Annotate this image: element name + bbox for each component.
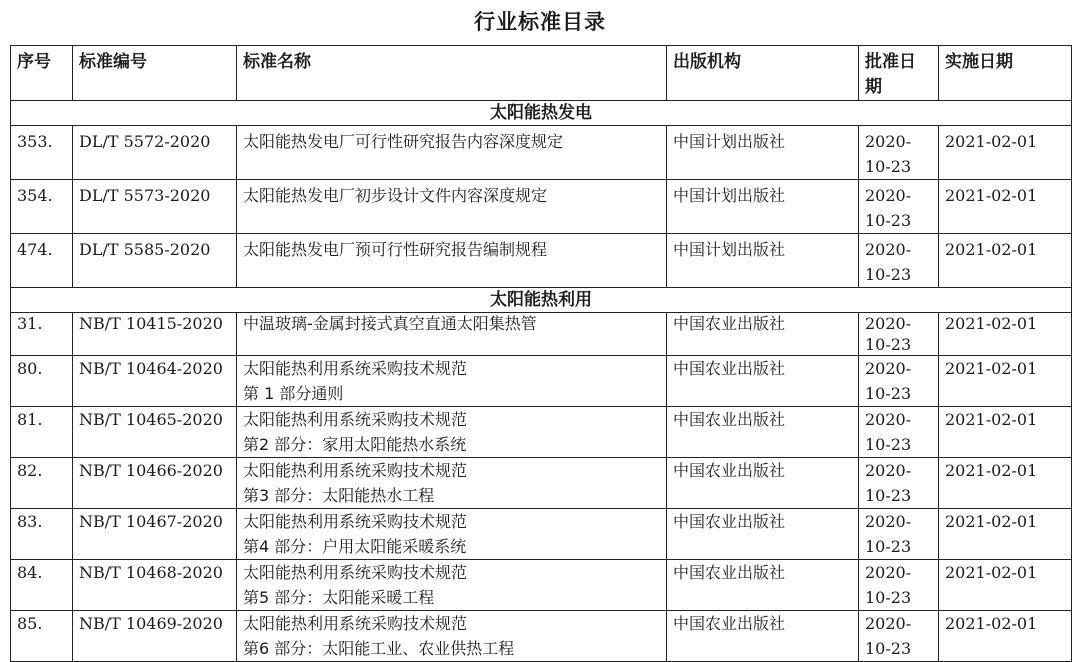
row-implement-date: 2021-02-01 xyxy=(939,611,1072,662)
header-implement-date: 实施日期 xyxy=(939,46,1072,101)
row-publisher: 中国农业出版社 xyxy=(667,611,859,662)
header-name: 标准名称 xyxy=(237,46,667,101)
row-name-line1: 太阳能热利用系统采购技术规范 xyxy=(243,461,468,480)
row-seq: 81. xyxy=(11,407,73,458)
row-publisher: 中国计划出版社 xyxy=(667,180,859,234)
row-seq: 353. xyxy=(11,126,73,180)
row-publisher: 中国计划出版社 xyxy=(667,126,859,180)
section-title: 太阳能热发电 xyxy=(11,101,1072,126)
row-name xyxy=(237,126,667,180)
row-code: NB/T 10415-2020 xyxy=(73,313,237,356)
row-name xyxy=(237,407,667,458)
row-name-line2: 第5 部分：太阳能采暖工程 xyxy=(243,588,435,607)
table-row xyxy=(11,407,1072,458)
row-seq: 84. xyxy=(11,560,73,611)
table-row xyxy=(11,356,1072,407)
row-seq: 31. xyxy=(11,313,73,356)
row-name xyxy=(237,509,667,560)
row-name-line2: 第6 部分：太阳能工业、农业供热工程 xyxy=(243,639,515,658)
row-code: NB/T 10464-2020 xyxy=(73,356,237,407)
row-code: NB/T 10469-2020 xyxy=(73,611,237,662)
row-code: DL/T 5573-2020 xyxy=(73,180,237,234)
row-name-line1: 太阳能热利用系统采购技术规范 xyxy=(243,563,468,582)
row-seq: 85. xyxy=(11,611,73,662)
row-approve-date: 2020-10-23 xyxy=(859,356,939,407)
row-name-line2: 第4 部分：户用太阳能采暖系统 xyxy=(243,537,467,556)
row-code: NB/T 10467-2020 xyxy=(73,509,237,560)
row-implement-date: 2021-02-01 xyxy=(939,313,1072,356)
row-implement-date: 2021-02-01 xyxy=(939,356,1072,407)
row-implement-date: 2021-02-01 xyxy=(939,180,1072,234)
table-row xyxy=(11,509,1072,560)
row-implement-date: 2021-02-01 xyxy=(939,458,1072,509)
row-name-line2: 第3 部分：太阳能热水工程 xyxy=(243,486,435,505)
section-title: 太阳能热利用 xyxy=(11,288,1072,313)
row-approve-date: 2020-10-23 xyxy=(859,126,939,180)
table-row xyxy=(11,126,1072,180)
row-seq: 474. xyxy=(11,234,73,288)
row-name xyxy=(237,458,667,509)
row-name xyxy=(237,356,667,407)
row-name xyxy=(237,611,667,662)
row-publisher: 中国农业出版社 xyxy=(667,407,859,458)
row-code: NB/T 10466-2020 xyxy=(73,458,237,509)
section-row xyxy=(11,288,1072,313)
row-name-line1: 太阳能热利用系统采购技术规范 xyxy=(243,359,468,378)
row-name xyxy=(237,560,667,611)
row-publisher: 中国农业出版社 xyxy=(667,356,859,407)
row-implement-date: 2021-02-01 xyxy=(939,560,1072,611)
row-name-line1: 太阳能热利用系统采购技术规范 xyxy=(243,410,468,429)
row-publisher: 中国农业出版社 xyxy=(667,458,859,509)
table-row xyxy=(11,180,1072,234)
header-row xyxy=(11,46,1072,101)
row-name xyxy=(237,234,667,288)
row-approve-date: 2020-10-23 xyxy=(859,180,939,234)
row-name-line2: 第2 部分：家用太阳能热水系统 xyxy=(243,435,467,454)
row-publisher: 中国农业出版社 xyxy=(667,509,859,560)
row-approve-date: 2020-10-23 xyxy=(859,458,939,509)
row-approve-date: 2020-10-23 xyxy=(859,407,939,458)
table-row xyxy=(11,234,1072,288)
table-row xyxy=(11,458,1072,509)
table-row xyxy=(11,313,1072,356)
row-name xyxy=(237,313,667,356)
row-seq: 83. xyxy=(11,509,73,560)
row-code: DL/T 5585-2020 xyxy=(73,234,237,288)
row-seq: 354. xyxy=(11,180,73,234)
row-approve-date: 2020-10-23 xyxy=(859,509,939,560)
header-code: 标准编号 xyxy=(73,46,237,101)
row-code: DL/T 5572-2020 xyxy=(73,126,237,180)
row-seq: 82. xyxy=(11,458,73,509)
row-seq: 80. xyxy=(11,356,73,407)
standards-table xyxy=(10,45,1072,662)
row-approve-date: 2020-10-23 xyxy=(859,611,939,662)
row-publisher: 中国农业出版社 xyxy=(667,313,859,356)
row-approve-date: 2020-10-23 xyxy=(859,234,939,288)
row-implement-date: 2021-02-01 xyxy=(939,126,1072,180)
page-title: 行业标准目录 xyxy=(474,10,606,34)
row-approve-date: 2020-10-23 xyxy=(859,313,939,356)
row-implement-date: 2021-02-01 xyxy=(939,509,1072,560)
table-row xyxy=(11,611,1072,662)
row-implement-date: 2021-02-01 xyxy=(939,234,1072,288)
row-name-line1: 太阳能热发电厂初步设计文件内容深度规定 xyxy=(243,186,548,205)
row-name-line1: 太阳能热利用系统采购技术规范 xyxy=(243,512,468,531)
row-implement-date: 2021-02-01 xyxy=(939,407,1072,458)
header-approve-date: 批准日期 xyxy=(859,46,939,101)
row-name-line1: 太阳能热发电厂预可行性研究报告编制规程 xyxy=(243,240,548,259)
table-row xyxy=(11,560,1072,611)
row-publisher: 中国计划出版社 xyxy=(667,234,859,288)
row-code: NB/T 10468-2020 xyxy=(73,560,237,611)
row-name xyxy=(237,180,667,234)
row-publisher: 中国农业出版社 xyxy=(667,560,859,611)
header-seq: 序号 xyxy=(11,46,73,101)
section-row xyxy=(11,101,1072,126)
row-code: NB/T 10465-2020 xyxy=(73,407,237,458)
row-name-line1: 中温玻璃-金属封接式真空直通太阳集热管 xyxy=(243,314,537,333)
row-name-line2: 第 1 部分通则 xyxy=(243,384,344,403)
row-name-line1: 太阳能热利用系统采购技术规范 xyxy=(243,614,468,633)
header-publisher: 出版机构 xyxy=(667,46,859,101)
row-approve-date: 2020-10-23 xyxy=(859,560,939,611)
row-name-line1: 太阳能热发电厂可行性研究报告内容深度规定 xyxy=(243,132,564,151)
